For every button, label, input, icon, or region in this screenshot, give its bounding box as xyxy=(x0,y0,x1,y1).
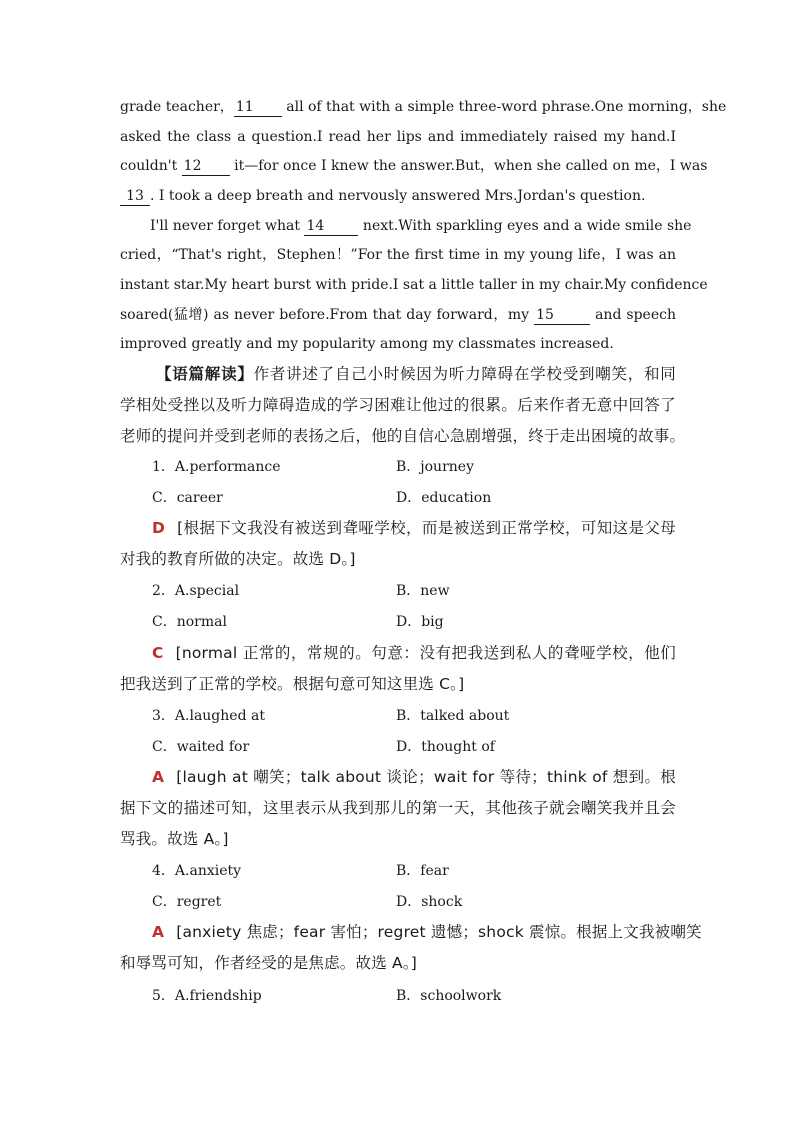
q4-option-b: B．fear xyxy=(396,863,449,879)
passage-line-6: cried，“That's right，Stephen！”For the first time in my young life，I was an xyxy=(120,247,676,263)
q1-answer: D xyxy=(152,519,166,537)
q3-option-c: C．waited for xyxy=(152,739,250,755)
q4-explanation-line-1 xyxy=(152,922,702,942)
q2-explanation-line-1 xyxy=(152,643,676,663)
passage-text: I'll never forget what xyxy=(150,218,305,234)
q3-explanation-line-1 xyxy=(152,767,676,787)
explanation-text: [anxiety 焦虑；fear 害怕；regret 遗憾；shock 震惊。根据上文我被嘲笑 xyxy=(176,923,702,941)
q1-option-d: D．education xyxy=(396,490,492,506)
q1-option-a: 1．A.performance xyxy=(152,459,281,475)
q4-answer: A xyxy=(152,923,165,941)
q3-answer: A xyxy=(152,768,165,786)
passage-line-3 xyxy=(120,156,708,176)
q2-option-c: C．normal xyxy=(152,614,227,630)
q3-explanation-line-3: 骂我。故选 A。] xyxy=(120,830,229,848)
analysis-label: 【语篇解读】 xyxy=(156,365,254,383)
analysis-line-3: 老师的提问并受到老师的表扬之后，他的自信心急剧增强，终于走出困境的故事。 xyxy=(120,427,686,445)
explanation-text: [根据下文我没有被送到聋哑学校，而是被送到正常学校，可知这是父母 xyxy=(177,519,676,537)
analysis-line-1 xyxy=(156,364,676,384)
explanation-text: [normal 正常的，常规的。句意：没有把我送到私人的聋哑学校，他们 xyxy=(175,644,676,662)
q3-option-b: B．talked about xyxy=(396,708,510,724)
passage-line-8 xyxy=(120,305,676,325)
q4-option-d: D．shock xyxy=(396,894,463,910)
q1-explanation-line-1 xyxy=(152,518,676,538)
passage-text: next.With sparkling eyes and a wide smile she xyxy=(358,218,692,234)
blank-11: 11 xyxy=(234,98,282,117)
blank-15: 15 xyxy=(534,306,590,325)
passage-text: grade teacher， xyxy=(120,99,234,115)
passage-text: . I took a deep breath and nervously answered Mrs.Jordan's question. xyxy=(150,188,646,204)
q2-answer: C xyxy=(152,644,164,662)
passage-text: and speech xyxy=(590,307,676,323)
q4-explanation-line-2: 和辱骂可知，作者经受的是焦虑。故选 A。] xyxy=(120,954,418,972)
passage-text: all of that with a simple three-word phrase.One morning，she xyxy=(281,99,727,115)
passage-text: it—for once I knew the answer.But，when she called on me，I was xyxy=(229,158,708,174)
q1-option-c: C．career xyxy=(152,490,223,506)
q4-option-c: C．regret xyxy=(152,894,222,910)
q3-option-a: 3．A.laughed at xyxy=(152,708,265,724)
passage-line-7: instant star.My heart burst with pride.I sat a little taller in my chair.My confidence xyxy=(120,277,708,293)
blank-12: 12 xyxy=(182,157,230,176)
blank-14: 14 xyxy=(304,217,358,236)
passage-text: soared(猛增) as never before.From that day forward，my xyxy=(120,307,535,323)
passage-line-2: asked the class a question.I read her lips and immediately raised my hand.I xyxy=(120,129,676,145)
passage-line-9: improved greatly and my popularity among my classmates increased. xyxy=(120,336,614,352)
q2-option-a: 2．A.special xyxy=(152,583,240,599)
q2-option-d: D．big xyxy=(396,614,444,630)
passage-line-5 xyxy=(150,216,692,236)
q5-option-b: B．schoolwork xyxy=(396,988,502,1004)
passage-line-4 xyxy=(120,186,676,206)
passage-text: couldn't xyxy=(120,158,182,174)
q3-option-d: D．thought of xyxy=(396,739,495,755)
q3-explanation-line-2: 据下文的描述可知，这里表示从我到那儿的第一天，其他孩子就会嘲笑我并且会 xyxy=(120,799,676,817)
q2-option-b: B．new xyxy=(396,583,450,599)
analysis-line-2: 学相处受挫以及听力障碍造成的学习困难让他过的很累。后来作者无意中回答了 xyxy=(120,396,676,414)
blank-13: 13 xyxy=(120,187,150,206)
q1-explanation-line-2: 对我的教育所做的决定。故选 D。] xyxy=(120,550,356,568)
q2-explanation-line-2: 把我送到了正常的学校。根据句意可知这里选 C。] xyxy=(120,675,465,693)
q5-option-a: 5．A.friendship xyxy=(152,988,262,1004)
passage-line-1 xyxy=(120,97,727,117)
q4-option-a: 4．A.anxiety xyxy=(152,863,242,879)
analysis-text: 作者讲述了自己小时候因为听力障碍在学校受到嘲笑，和同 xyxy=(253,365,676,383)
explanation-text: [laugh at 嘲笑；talk about 谈论；wait for 等待；think of 想到。根 xyxy=(176,768,676,786)
q1-option-b: B．journey xyxy=(396,459,474,475)
